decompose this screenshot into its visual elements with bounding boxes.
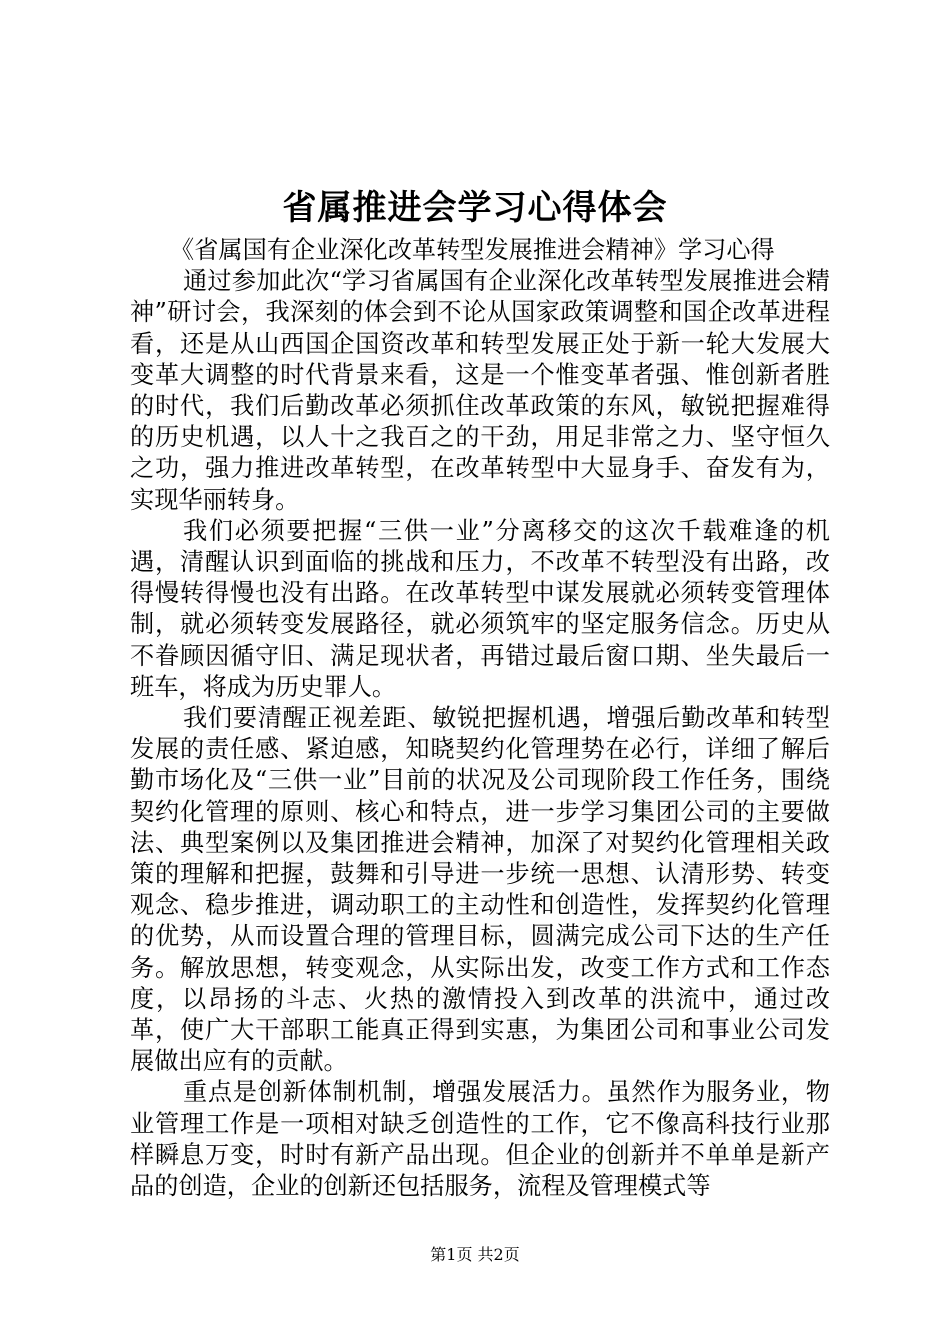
paragraph: 重点是创新体制机制，增强发展活力。虽然作为服务业，物业管理工作是一项相对缺乏创造性的工作，它不像高科技行业那样瞬息万变，时时有新产品出现。但企业的创新并不单单是新产品的创造，企业的创新还包括服务，流程及管理模式等 bbox=[130, 1078, 830, 1201]
document-subtitle: 《省属国有企业深化改革转型发展推进会精神》学习心得 bbox=[170, 236, 775, 264]
paragraph: 我们必须要把握“三供一业”分离移交的这次千载难逢的机遇，清醒认识到面临的挑战和压力，不改革不转型没有出路，改得慢转得慢也没有出路。在改革转型中谋发展就必须转变管理体制，就必须转变发展路径，就必须筑牢的坚定服务信念。历史从不眷顾因循守旧、满足现状者，再错过最后窗口期、坐失最后一班车，将成为历史罪人。 bbox=[130, 516, 830, 701]
document-title: 省属推进会学习心得体会 bbox=[282, 188, 668, 228]
page-footer bbox=[0, 1244, 950, 1266]
paragraph: 通过参加此次“学习省属国有企业深化改革转型发展推进会精神”研讨会，我深刻的体会到不论从国家政策调整和国企改革进程看，还是从山西国企国资改革和转型发展正处于新一轮大发展大变革大调整的时代背景来看，这是一个惟变革者强、惟创新者胜的时代，我们后勤改革必须抓住改革政策的东风，敏锐把握难得的历史机遇，以人十之我百之的干劲，用足非常之力、坚守恒久之功，强力推进改革转型，在改革转型中大显身手、奋发有为，实现华丽转身。 bbox=[130, 267, 830, 514]
paragraph: 我们要清醒正视差距、敏锐把握机遇，增强后勤改革和转型发展的责任感、紧迫感，知晓契约化管理势在必行，详细了解后勤市场化及“三供一业”目前的状况及公司现阶段工作任务，围绕契约化管理的原则、核心和特点，进一步学习集团公司的主要做法、典型案例以及集团推进会精神，加深了对契约化管理相关政策的理解和把握，鼓舞和引导进一步统一思想、认清形势、转变观念、稳步推进，调动职工的主动性和创造性，发挥契约化管理的优势，从而设置合理的管理目标，圆满完成公司下达的生产任务。解放思想，转变观念，从实际出发，改变工作方式和工作态度，以昂扬的斗志、火热的激情投入到改革的洪流中，通过改革，使广大干部职工能真正得到实惠，为集团公司和事业公司发展做出应有的贡献。 bbox=[130, 704, 830, 1076]
page-indicator: 第1页 共2页 bbox=[430, 1245, 520, 1264]
document-body bbox=[130, 235, 830, 1202]
